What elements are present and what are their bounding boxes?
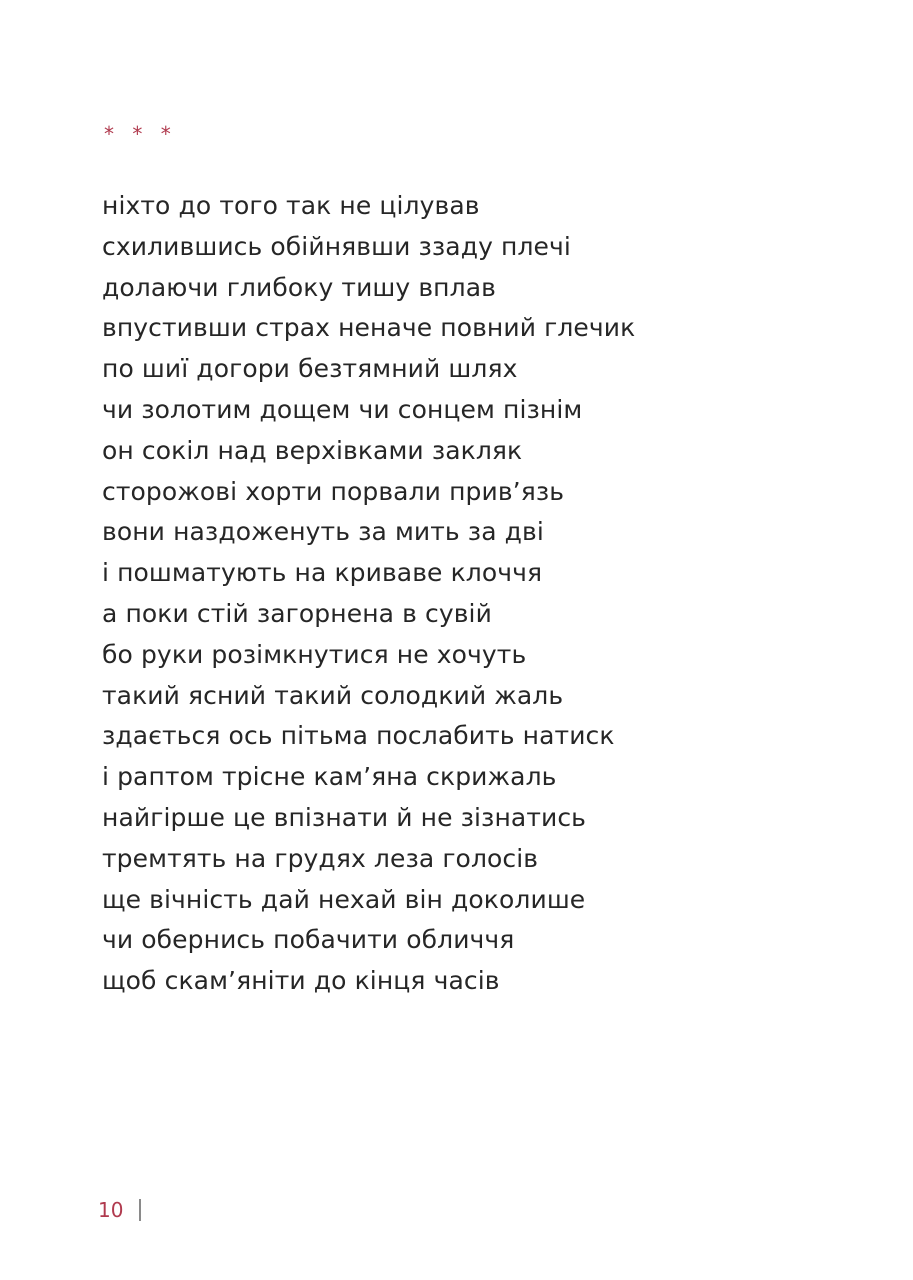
poem-line: ще вічність дай нехай він доколише: [102, 884, 586, 914]
poem-line: ніхто до того так не цілував: [102, 191, 480, 220]
page-number: 10: [98, 1198, 124, 1222]
poem-line: такий ясний такий солодкий жаль: [102, 680, 564, 710]
poem-line: найгірше це впізнати й не зізнатись: [102, 802, 587, 832]
poem-line: здається ось пітьма послабить натиск: [102, 721, 615, 751]
poem-line: вони наздоженуть за мить за дві: [102, 517, 544, 547]
page-footer: [98, 1196, 141, 1224]
poem-line: і пошматують на криваве клоччя: [102, 558, 543, 588]
poem-line: а поки стій загорнена в сувій: [102, 598, 492, 628]
poem-line: чи обернись побачити обличчя: [102, 925, 515, 955]
poem-line: і раптом трісне кам’яна скрижаль: [102, 762, 557, 792]
section-ornament: * * *: [104, 122, 177, 146]
poem-line: тремтять на грудях леза голосів: [102, 843, 539, 873]
poem-line: впустивши страх неначе повний глечик: [102, 313, 636, 343]
poem-line: щоб скам’яніти до кінця часів: [102, 966, 500, 996]
footer-divider: [139, 1199, 141, 1221]
poem-line: сторожові хорти порвали прив’язь: [102, 476, 565, 506]
poem-line: он сокіл над верхівками закляк: [102, 435, 523, 465]
poem-line: по шиї догори безтямний шлях: [102, 354, 518, 384]
poem: [102, 186, 882, 1002]
poem-line: схилившись обійнявши ззаду плечі: [102, 231, 571, 261]
poem-line: чи золотим дощем чи сонцем пізнім: [102, 394, 583, 424]
poem-line: бо руки розімкнутися не хочуть: [102, 639, 527, 669]
poem-line: долаючи глибоку тишу вплав: [102, 272, 496, 302]
